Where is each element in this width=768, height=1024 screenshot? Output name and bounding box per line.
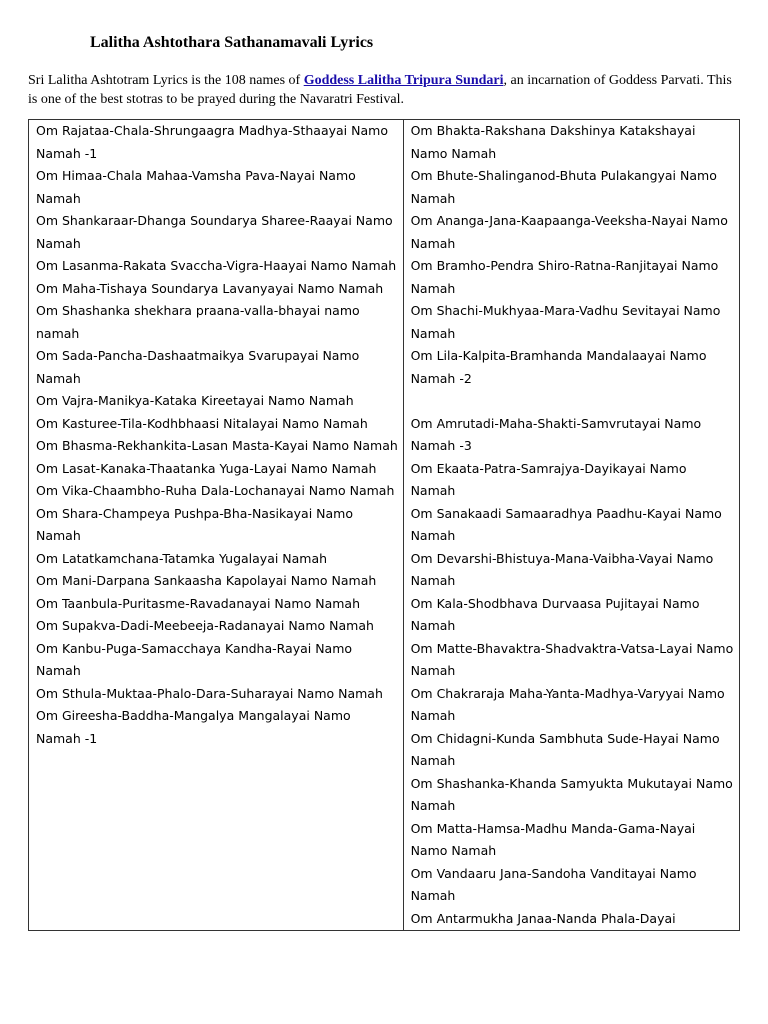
name-entry: Om Sthula-Muktaa-Phalo-Dara-Suharayai Namo Namah	[36, 685, 383, 701]
name-entry: Om Latatkamchana-Tatamka Yugalayai Namah	[36, 550, 328, 566]
intro-text-after: , an incarnation of Goddess Parvati. This is one of the best stotras to be prayed during the Navaratri Festival.	[28, 73, 732, 107]
name-entry: Om Antarmukha Janaa-Nanda Phala-Dayai	[410, 910, 676, 926]
name-entry: Om Vajra-Manikya-Kataka Kireetayai Namo Namah	[36, 393, 354, 408]
name-entry: Om Lasat-Kanaka-Thaatanka Yuga-Layai Namo Namah	[36, 460, 377, 476]
name-entry: Om Taanbula-Puritasme-Ravadanayai Namo Namah	[36, 595, 360, 611]
name-entry: Om Maha-Tishaya Soundarya Lavanyayai Namo Namah	[36, 280, 384, 296]
name-entry: Om Shashanka shekhara praana-valla-bhayai namo namah	[36, 303, 360, 341]
name-entry: Om Vandaaru Jana-Sandoha Vanditayai Namo Namah	[410, 865, 697, 903]
intro-text-before: Sri Lalitha Ashtotram Lyrics is the 108 names of	[28, 73, 304, 88]
name-entry: Om Lila-Kalpita-Bramhanda Mandalaayai Namo Namah -2	[410, 348, 707, 386]
goddess-link[interactable]: Goddess Lalitha Tripura Sundari	[303, 73, 504, 88]
name-entry: Om Sanakaadi Samaaradhya Paadhu-Kayai Namo Namah	[410, 505, 722, 543]
name-entry: Om Matta-Hamsa-Madhu Manda-Gama-Nayai Namo Namah	[410, 820, 696, 858]
name-entry: Om Amrutadi-Maha-Shakti-Samvrutayai Namo Namah -3	[410, 415, 702, 453]
name-entry: Om Ekaata-Patra-Samrajya-Dayikayai Namo Namah	[410, 460, 687, 498]
right-column	[403, 120, 739, 931]
name-entry: Om Kasturee-Tila-Kodhbhaasi Nitalayai Namo Namah	[36, 415, 368, 431]
name-entry: Om Supakva-Dadi-Meebeeja-Radanayai Namo Namah	[36, 618, 374, 633]
name-entry: Om Bhute-Shalinganod-Bhuta Pulakangyai Namo Namah	[410, 168, 717, 206]
name-entry: Om Shashanka-Khanda Samyukta Mukutayai Namo Namah	[410, 775, 733, 813]
left-column	[29, 120, 404, 931]
name-entry: Om Mani-Darpana Sankaasha Kapolayai Namo Namah	[36, 573, 377, 588]
name-entry: Om Shachi-Mukhyaa-Mara-Vadhu Sevitayai Namo Namah	[410, 303, 721, 341]
name-entry: Om Lasanma-Rakata Svaccha-Vigra-Haayai Namo Namah	[36, 258, 397, 273]
name-entry: Om Matte-Bhavaktra-Shadvaktra-Vatsa-Layai Namo Namah	[410, 640, 734, 678]
name-entry: Om Shara-Champeya Pushpa-Bha-Nasikayai Namo Namah	[36, 505, 353, 543]
name-entry: Om Rajataa-Chala-Shrungaagra Madhya-Sthaayai Namo Namah -1	[36, 123, 388, 161]
name-entry: Om Kanbu-Puga-Samacchaya Kandha-Rayai Namo Namah	[36, 640, 353, 678]
name-entry: Om Shankaraar-Dhanga Soundarya Sharee-Raayai Namo Namah	[36, 213, 393, 251]
table-row	[29, 120, 740, 931]
name-entry: Om Gireesha-Baddha-Mangalya Mangalayai Namo Namah -1	[36, 708, 351, 746]
names-table	[28, 119, 740, 931]
name-entry: Om Bramho-Pendra Shiro-Ratna-Ranjitayai Namo Namah	[410, 258, 719, 296]
intro-paragraph	[28, 71, 740, 109]
name-entry: Om Ananga-Jana-Kaapaanga-Veeksha-Nayai Namo Namah	[410, 213, 728, 251]
name-entry: Om Bhasma-Rekhankita-Lasan Masta-Kayai Namo Namah	[36, 438, 398, 453]
name-entry	[411, 390, 735, 413]
name-entry: Om Vika-Chaambho-Ruha Dala-Lochanayai Namo Namah	[36, 483, 395, 498]
name-entry: Om Devarshi-Bhistuya-Mana-Vaibha-Vayai Namo Namah	[410, 550, 714, 588]
name-entry: Om Himaa-Chala Mahaa-Vamsha Pava-Nayai Namo Namah	[36, 168, 356, 206]
name-entry: Om Kala-Shodbhava Durvaasa Pujitayai Namo Namah	[410, 595, 700, 633]
name-entry: Om Chakraraja Maha-Yanta-Madhya-Varyyai Namo Namah	[410, 685, 725, 723]
page-title: Lalitha Ashtothara Sathanamavali Lyrics	[90, 34, 374, 51]
name-entry: Om Chidagni-Kunda Sambhuta Sude-Hayai Namo Namah	[410, 730, 720, 768]
name-entry: Om Bhakta-Rakshana Dakshinya Katakshayai Namo Namah	[410, 123, 696, 161]
name-entry: Om Sada-Pancha-Dashaatmaikya Svarupayai Namo Namah	[36, 348, 360, 386]
